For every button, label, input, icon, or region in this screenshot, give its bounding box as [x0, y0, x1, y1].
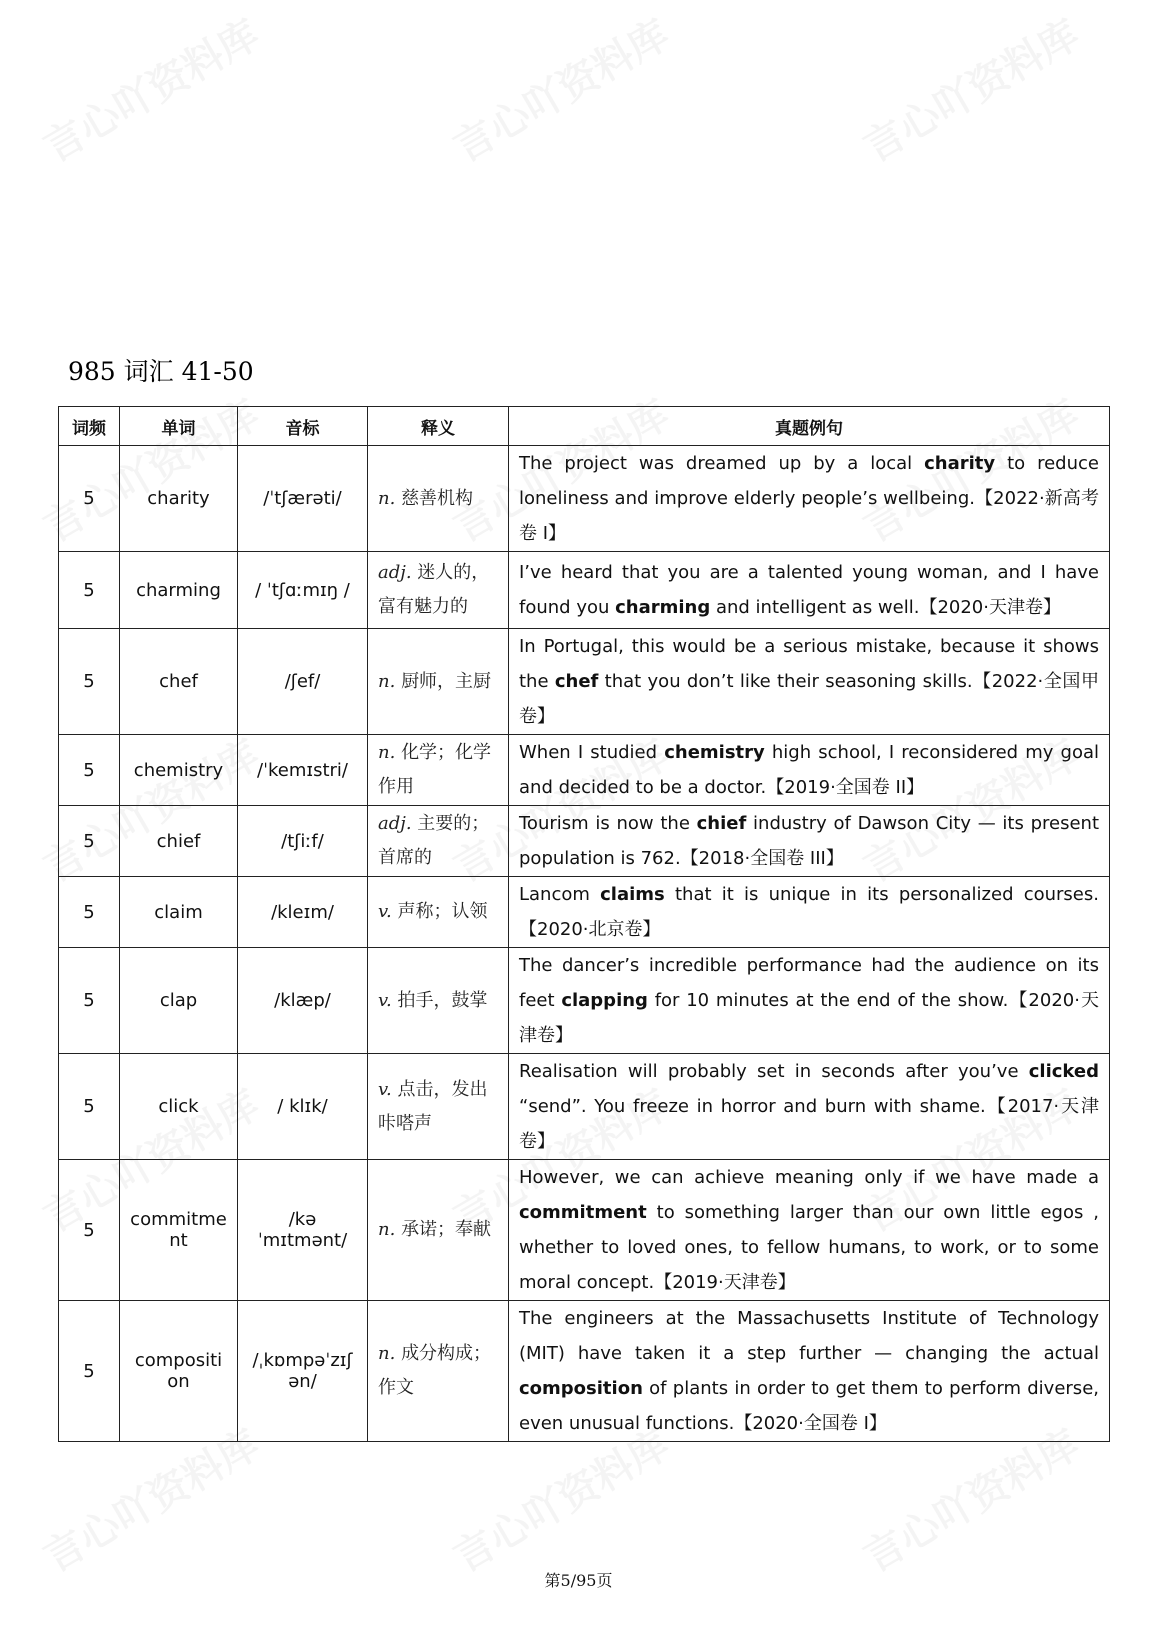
meaning-text: 迷人的，富有魅力的 [378, 562, 490, 617]
meaning-text: 拍手，鼓掌 [397, 989, 488, 1011]
example-text: When I studied [519, 742, 665, 763]
frequency-cell: 5 [59, 877, 120, 948]
table-header-row [59, 407, 1110, 446]
table-row [59, 446, 1110, 552]
phonetic-cell: /kleɪm/ [238, 877, 368, 948]
part-of-speech: adj. [378, 562, 412, 583]
example-text: to something larger than our own little egos , whether to loved ones, to fellow humans, to work, or to some moral concept.【2019·天津卷】 [519, 1202, 1099, 1293]
example-cell [509, 1301, 1110, 1442]
header-example: 真题例句 [509, 407, 1110, 446]
header-meaning: 释义 [368, 407, 509, 446]
page-title: 985 词汇 41-50 [68, 357, 254, 386]
phonetic-cell: /klæp/ [238, 948, 368, 1054]
word-cell: click [120, 1054, 238, 1160]
meaning-cell [368, 1301, 509, 1442]
table-row [59, 1054, 1110, 1160]
meaning-cell [368, 552, 509, 629]
meaning-text: 承诺；奉献 [401, 1219, 492, 1240]
word-cell: claim [120, 877, 238, 948]
page-number: 第5/95页 [544, 1571, 613, 1590]
word-cell: charity [120, 446, 238, 552]
table-row [59, 806, 1110, 877]
example-keyword: clapping [561, 990, 648, 1011]
example-text: The project was dreamed up by a local [519, 453, 925, 474]
meaning-text: 厨师，主厨 [401, 670, 492, 692]
table-row [59, 1301, 1110, 1442]
meaning-text: 主要的；首席的 [378, 813, 490, 868]
example-text: The dancer’s incredible performance had the audience on its feet [519, 955, 1099, 1011]
frequency-cell: 5 [59, 735, 120, 806]
word-cell: composition [120, 1301, 238, 1442]
header-frequency: 词频 [59, 407, 120, 446]
part-of-speech: v. [378, 1078, 392, 1100]
frequency-cell: 5 [59, 948, 120, 1054]
phonetic-cell: /ˌkɒmpəˈzɪʃən/ [238, 1301, 368, 1442]
example-cell [509, 948, 1110, 1054]
example-text: high school, I reconsidered my goal and decided to be a doctor.【2019·全国卷 II】 [519, 742, 1100, 798]
header-phonetic: 音标 [238, 407, 368, 446]
example-text: I’ve heard that you are a talented young woman, and I have found you [519, 562, 1099, 618]
frequency-cell: 5 [59, 806, 120, 877]
example-text: and intelligent as well.【2020·天津卷】 [710, 597, 1061, 618]
meaning-cell [368, 1160, 509, 1301]
meaning-text: 成分构成；作文 [378, 1343, 492, 1398]
watermark [442, 4, 678, 173]
frequency-cell: 5 [59, 1301, 120, 1442]
meaning-cell [368, 806, 509, 877]
frequency-cell: 5 [59, 1054, 120, 1160]
table-row [59, 1160, 1110, 1301]
meaning-cell [368, 735, 509, 806]
example-keyword: charming [615, 597, 711, 618]
part-of-speech: adj. [378, 813, 412, 834]
watermark [852, 4, 1088, 173]
meaning-cell [368, 446, 509, 552]
part-of-speech: n. [378, 670, 396, 692]
example-text: Lancom [519, 884, 601, 905]
vocabulary-table [58, 406, 1110, 1442]
example-cell [509, 552, 1110, 629]
example-text: However, we can achieve meaning only if we have made a [519, 1167, 1099, 1188]
example-text: to reduce loneliness and improve elderly people’s wellbeing.【2022·新高考卷 I】 [519, 453, 1099, 544]
meaning-text: 慈善机构 [401, 487, 474, 509]
example-keyword: claims [600, 884, 665, 905]
phonetic-cell: /ʃef/ [238, 629, 368, 735]
table-row [59, 735, 1110, 806]
word-cell: chief [120, 806, 238, 877]
example-cell [509, 1054, 1110, 1160]
part-of-speech: v. [378, 901, 392, 922]
example-text: for 10 minutes at the end of the show.【2020·天津卷】 [519, 990, 1099, 1046]
meaning-text: 点击，发出咔嗒声 [378, 1078, 488, 1134]
example-text: of plants in order to get them to perform diverse, even unusual functions.【2020·全国卷 I】 [519, 1378, 1099, 1434]
word-cell: chef [120, 629, 238, 735]
example-text: The engineers at the Massachusetts Institute of Technology (MIT) have taken it a step further — changing the actual [519, 1308, 1099, 1364]
meaning-cell [368, 1054, 509, 1160]
meaning-cell [368, 629, 509, 735]
word-cell: charming [120, 552, 238, 629]
example-cell [509, 735, 1110, 806]
table-row [59, 552, 1110, 629]
phonetic-cell: /tʃiːf/ [238, 806, 368, 877]
part-of-speech: n. [378, 1343, 396, 1364]
example-keyword: chef [554, 671, 599, 692]
example-cell [509, 629, 1110, 735]
phonetic-cell: /ˈtʃærəti/ [238, 446, 368, 552]
example-text: In Portugal, this would be a serious mistake, because it shows the [519, 636, 1099, 692]
example-text: “send”. You freeze in horror and burn with shame.【2017·天津卷】 [519, 1096, 1099, 1152]
frequency-cell: 5 [59, 446, 120, 552]
example-cell [509, 1160, 1110, 1301]
part-of-speech: n. [378, 487, 396, 509]
example-keyword: chief [696, 813, 747, 834]
word-cell: chemistry [120, 735, 238, 806]
example-keyword: composition [519, 1378, 643, 1399]
meaning-cell [368, 877, 509, 948]
phonetic-cell: / ˈtʃɑːmɪŋ / [238, 552, 368, 629]
example-cell [509, 877, 1110, 948]
example-keyword: commitment [519, 1202, 647, 1223]
table-row [59, 948, 1110, 1054]
example-text: industry of Dawson City — its present population is 762.【2018·全国卷 III】 [519, 813, 1100, 869]
meaning-text: 化学；化学作用 [378, 742, 492, 797]
example-text: Tourism is now the [519, 813, 697, 834]
phonetic-cell: / klɪk/ [238, 1054, 368, 1160]
frequency-cell: 5 [59, 629, 120, 735]
meaning-cell [368, 948, 509, 1054]
example-cell [509, 446, 1110, 552]
table-row [59, 629, 1110, 735]
example-cell [509, 806, 1110, 877]
header-word: 单词 [120, 407, 238, 446]
phonetic-cell: /ˈkemɪstri/ [238, 735, 368, 806]
frequency-cell: 5 [59, 552, 120, 629]
example-keyword: chemistry [664, 742, 765, 763]
example-keyword: clicked [1028, 1061, 1099, 1082]
part-of-speech: n. [378, 1219, 396, 1240]
example-text: that you don’t like their seasoning skills.【2022·全国甲卷】 [519, 671, 1099, 727]
watermark [32, 4, 268, 173]
table-row [59, 877, 1110, 948]
frequency-cell: 5 [59, 1160, 120, 1301]
part-of-speech: v. [378, 989, 392, 1011]
meaning-text: 声称；认领 [397, 901, 488, 922]
example-text: Realisation will probably set in seconds after you’ve [519, 1061, 1029, 1082]
example-text: that it is unique in its personalized courses.【2020·北京卷】 [519, 884, 1099, 940]
word-cell: clap [120, 948, 238, 1054]
word-cell: commitment [120, 1160, 238, 1301]
example-keyword: charity [924, 453, 996, 474]
phonetic-cell: /kəˈmɪtmənt/ [238, 1160, 368, 1301]
part-of-speech: n. [378, 742, 396, 763]
